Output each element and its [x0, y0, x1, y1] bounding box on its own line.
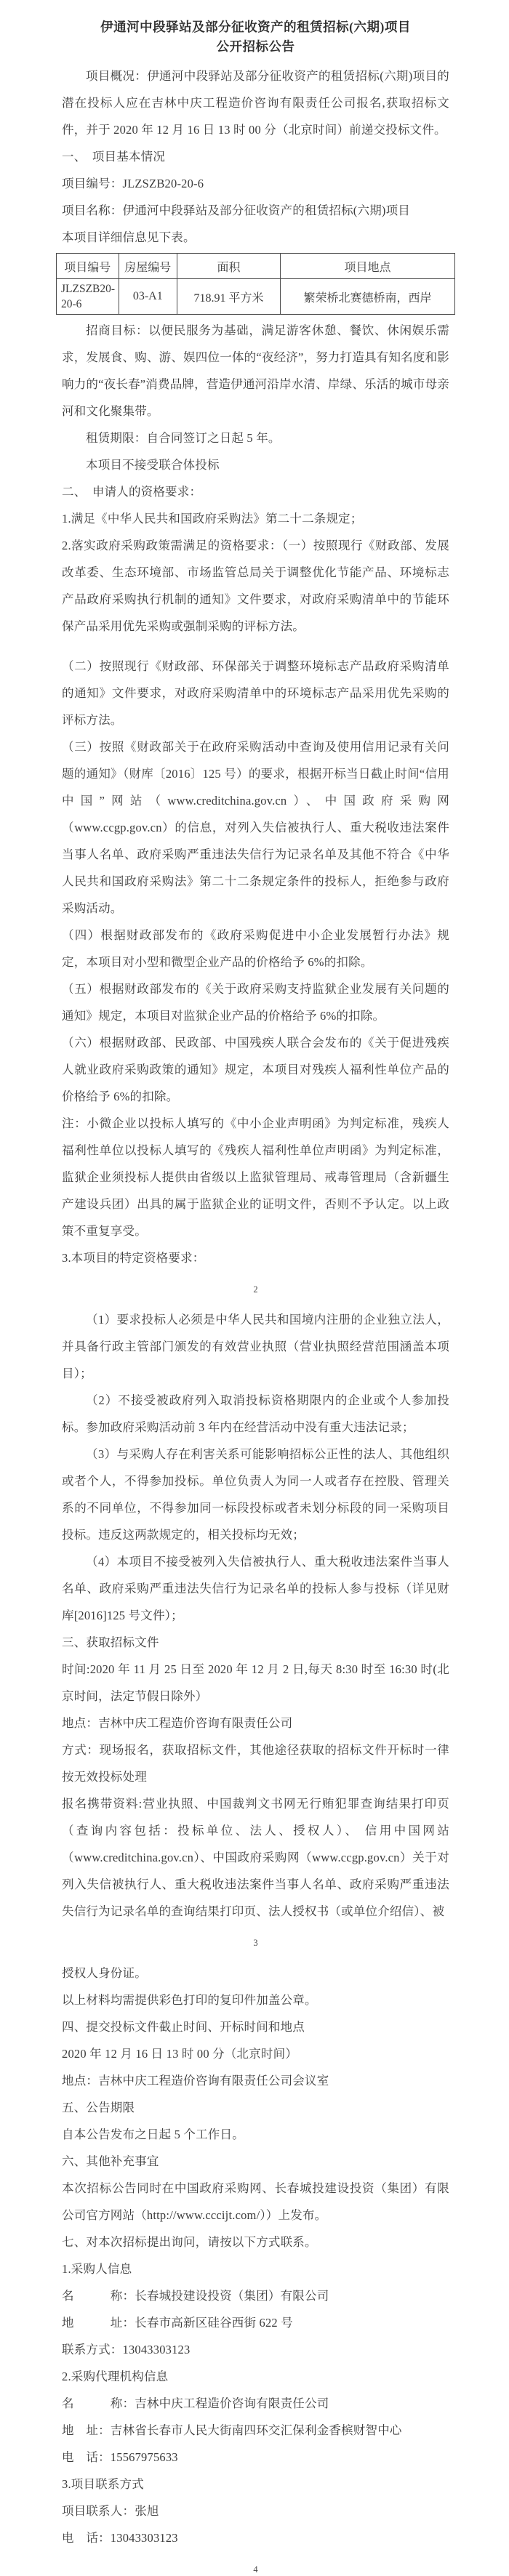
paragraph-materials-stamp: 以上材料均需提供彩色打印的复印件加盖公章。 [62, 1993, 317, 2007]
section-heading-7: 七、对本次招标提出询问，请按以下方式联系。 [62, 2235, 317, 2249]
section-heading-2: 二、 申请人的资格要求： [62, 485, 202, 499]
paragraph-project-overview: 项目概况：伊通河中段驿站及部分征收资产的租赁招标(六期)项目的潜在投标人应在吉林中庆工程造价咨询有限责任公司报名,获取招标文件，并于 2020 年 12 月 16 日 13 时 00 分（北京时间）前递交投标文件。 [62, 69, 449, 137]
paragraph-lease-term: 租赁期限：自合同签订之日起 5 年。 [86, 431, 281, 445]
section-heading-1: 一、 项目基本情况 [62, 150, 166, 164]
paragraph-qualification-1: 1.满足《中华人民共和国政府采购法》第二十二条规定； [62, 512, 363, 526]
section-heading-4: 四、提交投标文件截止时间、开标时间和地点 [62, 2020, 305, 2034]
paragraph-qualification-2-4: （四）根据财政部发布的《政府采购促进中小企业发展暂行办法》规定，本项目对小型和微型企业产品的价格给予 6%的扣除。 [62, 928, 449, 969]
paragraph-agency-phone: 电 话：15567975633 [62, 2450, 178, 2464]
table-cell: 718.91 平方米 [177, 279, 281, 315]
paragraph-table-intro: 本项目详细信息见下表。 [62, 230, 196, 244]
title-line-1: 伊通河中段驿站及部分征收资产的租赁招标(六期)项目 [100, 20, 411, 34]
paragraph-qualification-3: 3.本项目的特定资格要求： [62, 1251, 205, 1265]
table-row [57, 279, 455, 315]
paragraph-publish-sites: 本次招标公告同时在中国政府采购网、长春城投建设投资（集团）有限公司官方网站（http://www.cccijt.com/））上发布。 [62, 2181, 449, 2222]
paragraph-purchaser-name: 名 称：长春城投建设投资（集团）有限公司 [62, 2289, 329, 2303]
paragraph-deadline: 2020 年 12 月 16 日 13 时 00 分（北京时间） [62, 2047, 298, 2061]
paragraph-project-number: 项目编号：JLZSZB20-20-6 [62, 177, 204, 190]
document-title [62, 17, 449, 57]
paragraph-agency-name: 名 称：吉林中庆工程造价咨询有限责任公司 [62, 2396, 329, 2410]
paragraph-agency-address: 地 址：吉林省长春市人民大街南四环交汇保利金香槟财智中心 [62, 2423, 402, 2437]
paragraph-doc-time: 时间:2020 年 11 月 25 日至 2020 年 12 月 2 日,每天 8:30 时至 16:30 时(北京时间，法定节假日除外） [62, 1662, 449, 1703]
paragraph-agency-info-heading: 2.采购代理机构信息 [62, 2370, 169, 2383]
paragraph-purchaser-info-heading: 1.采购人信息 [62, 2262, 132, 2276]
paragraph-specific-req-2: （2）不接受被政府列入取消投标资格期限内的企业或个人参加投标。参加政府采购活动前 3 年内在经营活动中没有重大违法记录； [62, 1393, 449, 1434]
paragraph-project-contact-heading: 3.项目联系方式 [62, 2477, 144, 2491]
paragraph-registration-materials: 报名携带资料:营业执照、中国裁判文书网无行贿犯罪查询结果打印页（查询内容包括：投标单位、法人、授权人）、 信用中国网站（www.creditchina.gov.cn）、中国政府采购网（www.ccgp.gov.cn）关于对列入失信被执行人、重大税收违法案件当事人名单、政府采购严重违法失信行为记录名单的查询结果打印页、法人授权书（或单位介绍信）、被 [62, 1797, 449, 1918]
section-heading-3: 三、获取招标文件 [62, 1635, 159, 1649]
table-header-cell: 面积 [177, 254, 281, 279]
paragraph-investment-goal: 招商目标：以便民服务为基础，满足游客休憩、餐饮、休闲娱乐需求，发展食、购、游、娱四位一体的“夜经济”，努力打造具有知名度和影响力的“夜长春”消费品牌，营造伊通河沿岸水清、岸绿、乐活的城市母亲河和文化聚集带。 [62, 323, 449, 418]
document-body [62, 63, 449, 2576]
paragraph-qualification-2-3: （三）按照《财政部关于在政府采购活动中查询及使用信用记录有关问题的通知》（财库〔2016〕125 号）的要求，根据开标当日截止时间“信用中国”网站（www.creditchina.gov.cn）、中国政府采购网（www.ccgp.gov.cn）的信息，对列入失信被执行人、重大税收违法案件当事人名单、政府采购严重违法失信行为记录名单及其他不符合《中华人民共和国政府采购法》第二十二条规定条件的投标人，拒绝参与政府采购活动。 [62, 740, 449, 915]
page-number: 4 [253, 2564, 258, 2575]
paragraph-no-consortium: 本项目不接受联合体投标 [86, 458, 220, 472]
paragraph-project-contact-person: 项目联系人：张旭 [62, 2504, 159, 2518]
page-number: 2 [253, 1284, 258, 1295]
paragraph-open-place: 地点：吉林中庆工程造价咨询有限责任公司会议室 [62, 2074, 329, 2088]
table-header-cell: 项目地点 [281, 254, 455, 279]
table-header-cell: 项目编号 [57, 254, 119, 279]
paragraph-purchaser-contact: 联系方式：13043303123 [62, 2343, 191, 2356]
paragraph-specific-req-1: （1）要求投标人必须是中华人民共和国境内注册的企业独立法人，并具备行政主管部门颁发的有效营业执照（营业执照经营范围涵盖本项目）； [62, 1313, 449, 1380]
paragraph-announce-period: 自本公告发布之日起 5 个工作日。 [62, 2128, 244, 2141]
paragraph-qualification-2: 2.落实政府采购政策需满足的资格要求：（一）按照现行《财政部、发展改革委、生态环境部、市场监管总局关于调整优化节能产品、环境标志产品政府采购执行机制的通知》文件要求，对政府采购清单中的节能环保产品采用优先采购或强制采购的评标方法。 [62, 539, 449, 633]
paragraph-project-contact-phone: 电 话：13043303123 [62, 2531, 178, 2545]
paragraph-doc-place: 地点：吉林中庆工程造价咨询有限责任公司 [62, 1716, 293, 1730]
table-cell: 03-A1 [119, 279, 177, 315]
table-header-cell: 房屋编号 [119, 254, 177, 279]
paragraph-qualification-2-5: （五）根据财政部发布的《关于政府采购支持监狱企业发展有关问题的通知》规定，本项目对监狱企业产品的价格给予 6%的扣除。 [62, 982, 449, 1023]
project-info-table [56, 253, 455, 315]
paragraph-doc-method: 方式：现场报名，获取招标文件，其他途径获取的招标文件开标时一律按无效投标处理 [62, 1743, 449, 1784]
page-number: 3 [253, 1938, 258, 1948]
table-header-row [57, 254, 455, 279]
section-heading-5: 五、公告期限 [62, 2101, 135, 2114]
paragraph-specific-req-4: （4）本项目不接受被列入失信被执行人、重大税收违法案件当事人名单、政府采购严重违法失信行为记录名单的投标人参与投标（详见财库[2016]125 号文件）； [62, 1555, 449, 1622]
paragraph-id-card: 授权人身份证。 [62, 1966, 147, 1980]
table-cell: JLZSZB20-20-6 [57, 279, 119, 315]
table-cell: 繁荣桥北赛德桥南，西岸 [281, 279, 455, 315]
paragraph-qualification-2-6: （六）根据财政部、民政部、中国残疾人联合会发布的《关于促进残疾人就业政府采购政策的通知》规定，本项目对残疾人福利性单位产品的价格给予 6%的扣除。 [62, 1036, 449, 1103]
paragraph-qualification-2-2: （二）按照现行《财政部、环保部关于调整环境标志产品政府采购清单的通知》文件要求，对政府采购清单中的环境标志产品采用优先采购的评标方法。 [62, 659, 449, 727]
paragraph-specific-req-3: （3）与采购人存在利害关系可能影响招标公正性的法人、其他组织或者个人，不得参加投标。单位负责人为同一人或者存在控股、管理关系的不同单位，不得参加同一标段投标或者未划分标段的同一采购项目投标。违反这两款规定的，相关投标均无效； [62, 1447, 449, 1542]
title-line-2: 公开招标公告 [216, 39, 295, 54]
paragraph-purchaser-address: 地 址：长春市高新区硅谷西街 622 号 [62, 2316, 293, 2330]
section-heading-6: 六、其他补充事宜 [62, 2154, 159, 2168]
paragraph-note: 注：小微企业以投标人填写的《中小企业声明函》为判定标准，残疾人福利性单位以投标人填写的《残疾人福利性单位声明函》为判定标准，监狱企业须投标人提供由省级以上监狱管理局、戒毒管理局（含新疆生产建设兵团）出具的属于监狱企业的证明文件，否则不予认定。以上政策不重复享受。 [62, 1116, 449, 1238]
paragraph-project-name: 项目名称：伊通河中段驿站及部分征收资产的租赁招标(六期)项目 [62, 204, 410, 217]
